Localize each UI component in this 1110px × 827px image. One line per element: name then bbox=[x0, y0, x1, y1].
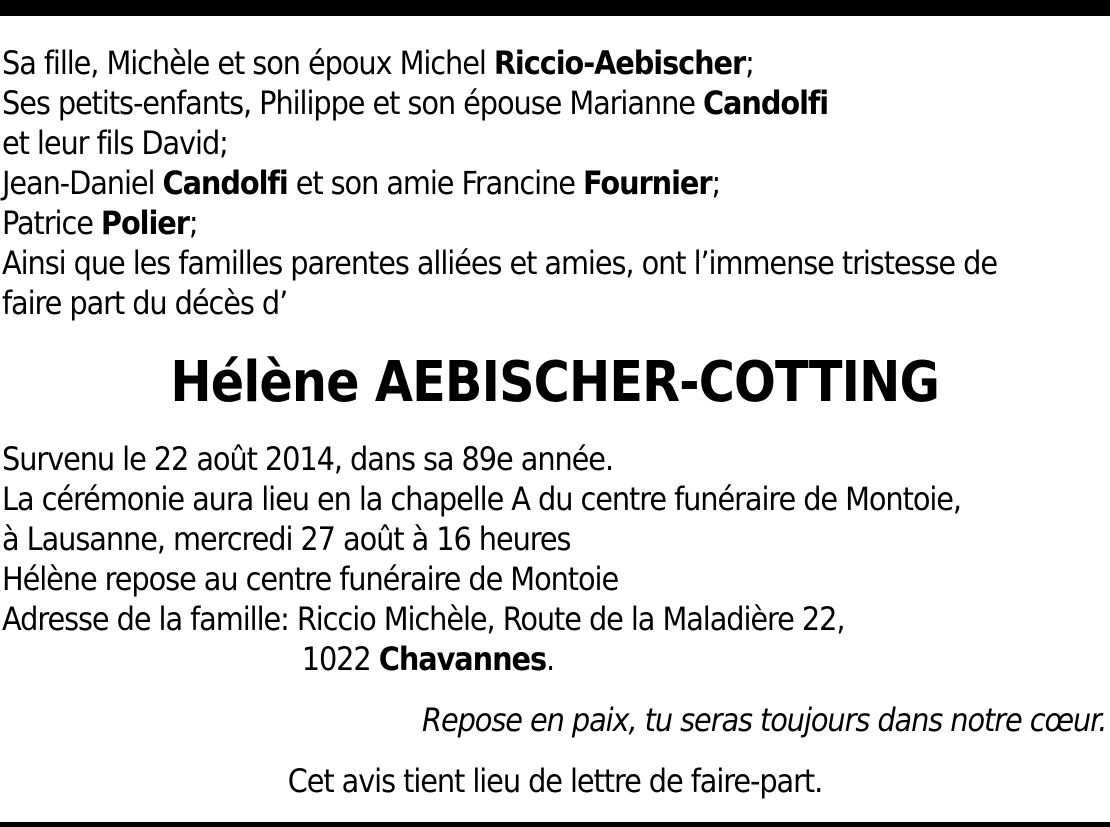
details-block bbox=[2, 439, 997, 679]
details-line-3: à Lausanne, mercredi 27 août à 16 heures bbox=[2, 520, 571, 558]
family-line-1: Sa fille, Michèle et son époux Michel Riccio-Aebischer; bbox=[2, 44, 754, 82]
details-line-4: Hélène repose au centre funéraire de Montoie bbox=[2, 560, 619, 598]
surname: Candolfi bbox=[702, 84, 829, 122]
family-line-3: et leur fils David; bbox=[2, 124, 228, 162]
family-line-5: Patrice Polier; bbox=[2, 204, 198, 242]
deceased-name: Hélène AEBISCHER-COTTING bbox=[170, 350, 940, 415]
surname: Fournier bbox=[582, 164, 712, 202]
city: Chavannes bbox=[378, 640, 547, 678]
details-line-1: Survenu le 22 août 2014, dans sa 89e année. bbox=[2, 440, 614, 478]
details-line-6: 1022 Chavannes. bbox=[301, 640, 555, 678]
family-line-7: faire part du décès d’ bbox=[2, 284, 288, 322]
details-line-5: Adresse de la famille: Riccio Michèle, Route de la Maladière 22, bbox=[2, 600, 845, 638]
closing-note: Cet avis tient lieu de lettre de faire-part. bbox=[287, 762, 823, 800]
top-border-rule bbox=[0, 0, 1110, 16]
family-announcement bbox=[2, 43, 997, 323]
family-line-6: Ainsi que les familles parentes alliées et amies, ont l’immense tristesse de bbox=[2, 244, 997, 282]
bottom-border-rule bbox=[0, 822, 1110, 827]
family-line-2: Ses petits-enfants, Philippe et son épouse Marianne Candolfi bbox=[2, 84, 829, 122]
surname: Candolfi bbox=[162, 164, 288, 202]
family-line-4: Jean-Daniel Candolfi et son amie Francine Fournier; bbox=[2, 164, 721, 202]
details-line-2: La cérémonie aura lieu en la chapelle A du centre funéraire de Montoie, bbox=[2, 480, 962, 518]
surname: Polier bbox=[100, 204, 189, 242]
surname: Riccio-Aebischer bbox=[493, 44, 746, 82]
farewell-quote: Repose en paix, tu seras toujours dans notre cœur. bbox=[421, 701, 1106, 739]
